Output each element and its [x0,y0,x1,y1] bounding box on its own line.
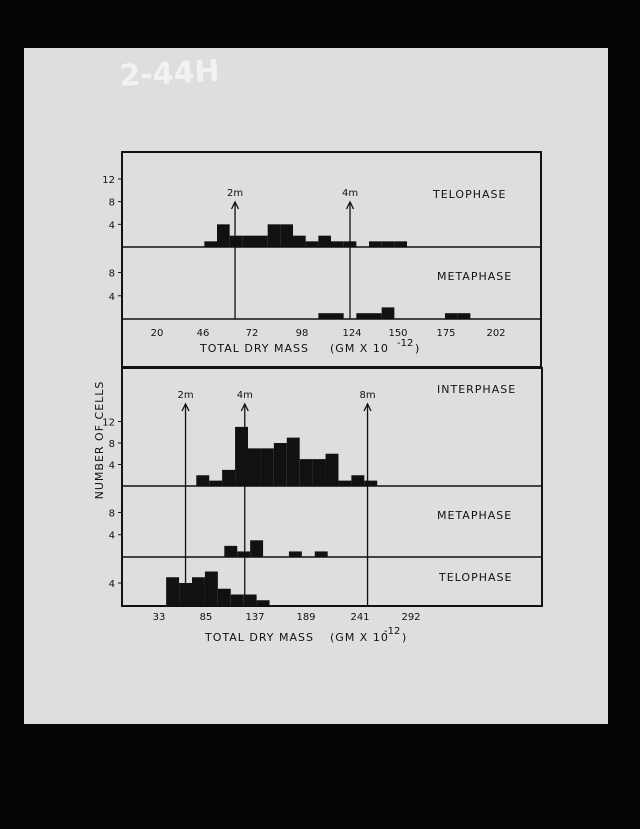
chart-0-panel-0-bar [318,236,331,247]
chart-0-panel-1-bar [445,313,458,319]
chart-1-xtick: 292 [401,612,421,623]
chart-1-panel-0-bar [364,481,377,486]
chart-0-panel-1-bar [356,313,369,319]
chart-0-panel-1-bar [382,307,395,319]
chart-1-panel-0-bar [313,459,326,486]
chart-0-panel-0-bar [293,236,306,247]
chart-0-panel-0-bar [255,236,268,247]
chart-1-panel-0-bar [209,481,222,486]
figure-b-panel-3-label: TELOPHASE [439,571,513,584]
chart-1-xtick: 189 [296,612,316,623]
chart-1-panel-1-bar [315,551,328,557]
chart-0-panel-0-bar [204,241,217,247]
chart-0-panel-1-bar [369,313,382,319]
chart-1-panel-0-ytick: 8 [108,439,115,450]
chart-0-xtick: 72 [245,328,259,339]
chart-0-xtick: 150 [388,328,408,339]
chart-1-panel-2-bar [166,577,179,606]
chart-0-panel-0-bar [331,241,344,247]
chart-1-panel-2-bar [205,572,218,607]
chart-0-panel-0-bar [217,224,230,247]
chart-1-panel-0-bar [326,454,339,486]
chart-0-marker-label: 4m [341,188,359,199]
chart-1-panel-0-bar [248,448,261,486]
chart-0-marker-label: 2m [226,188,244,199]
chart-0-xtick: 175 [436,328,456,339]
chart-1-panel-1-bar [224,546,237,557]
figure-a-xunit: (GM X 10 [330,342,389,355]
chart-1-panel-0-ytick: 4 [108,460,115,472]
chart-0-panel-0-bar [242,236,255,247]
figure-b-xunit-close: ) [402,631,408,644]
chart-0-xtick: 98 [295,328,309,339]
chart-1-panel-2-bar [192,577,205,606]
chart-0-panel-1-bar [458,313,471,319]
chart-1-panel-0-bar [222,470,235,486]
chart-1-panel-0-bar [351,475,364,486]
figure-a-xunit-exponent: -12 [397,338,414,349]
chart-1-xtick: 85 [199,612,213,623]
chart-0-panel-1-bar [331,313,344,319]
chart-1-panel-2-bar [257,600,270,606]
figure-a-panel-1-label: TELOPHASE [433,188,507,201]
chart-1-panel-2-ytick: 4 [108,579,115,590]
chart-1-panel-1-bar [289,551,302,557]
plate-scratch: 2-44H [118,53,221,94]
figure-a-xunit-close: ) [415,342,421,355]
chart-0-panel-0-bar [280,224,293,247]
chart-1-panel-0-ytick: 12 [102,417,115,429]
chart-0-xtick: 46 [196,328,210,339]
chart-0-panel-1-ytick: 8 [108,268,115,280]
paper-sheet [24,48,608,724]
chart-1-panel-0-bar [338,481,351,486]
chart-1-panel-0-bar [287,438,300,486]
chart-1-panel-2-bar [231,595,244,607]
chart-0-panel-0-ytick: 12 [102,175,115,186]
chart-1-panel-2-bar [244,595,257,607]
figure-b-xunit-exponent: -12 [384,626,401,637]
chart-1-xtick: 241 [350,612,370,623]
chart-0-panel-0-bar [230,236,243,247]
chart-1-xtick: 137 [245,612,265,623]
chart-0-panel-0-bar [306,241,319,247]
chart-1-panel-2-bar [218,589,231,606]
figure-b-xunit: (GM X 10 [330,631,389,644]
chart-1-panel-1-bar [237,551,250,557]
figure-b-panel-2-label: METAPHASE [437,509,513,522]
chart-0-panel-1-ytick: 4 [108,291,115,303]
chart-0-xtick: 124 [342,328,362,339]
figure-a-panel-2-label: METAPHASE [437,270,513,283]
chart-1-xtick: 33 [152,612,166,623]
chart-0-xtick: 20 [150,328,164,339]
chart-1-marker-label: 2m [177,390,194,401]
shared-y-axis-label: NUMBER OF CELLS [93,380,106,500]
chart-0-panel-0-bar [394,241,407,247]
chart-0-panel-0-ytick: 4 [108,220,115,232]
chart-1-panel-0-bar [196,475,209,486]
figure-a-xlabel: TOTAL DRY MASS [200,342,309,355]
chart-1-panel-0-bar [274,443,287,486]
chart-0-panel-0-ytick: 8 [108,197,115,209]
figure-b-xlabel: TOTAL DRY MASS [205,631,314,644]
chart-1-panel-0-bar [235,427,248,486]
chart-0-panel-0-bar [382,241,395,247]
chart-1-panel-1-bar [250,540,263,557]
chart-1-marker-label: 4m [236,390,253,401]
chart-0-xtick: 202 [486,328,506,339]
chart-0-panel-0-bar [369,241,382,247]
chart-0-panel-1-bar [318,313,331,319]
figure-b-panel-1-label: INTERPHASE [437,383,517,396]
chart-1-marker-label: 8m [359,390,376,401]
chart-0-panel-0-bar [268,224,281,247]
chart-1-panel-0-bar [300,459,313,486]
chart-1-panel-1-ytick: 8 [108,508,115,520]
chart-1-panel-0-bar [261,448,274,486]
chart-1-panel-1-ytick: 4 [108,530,115,542]
